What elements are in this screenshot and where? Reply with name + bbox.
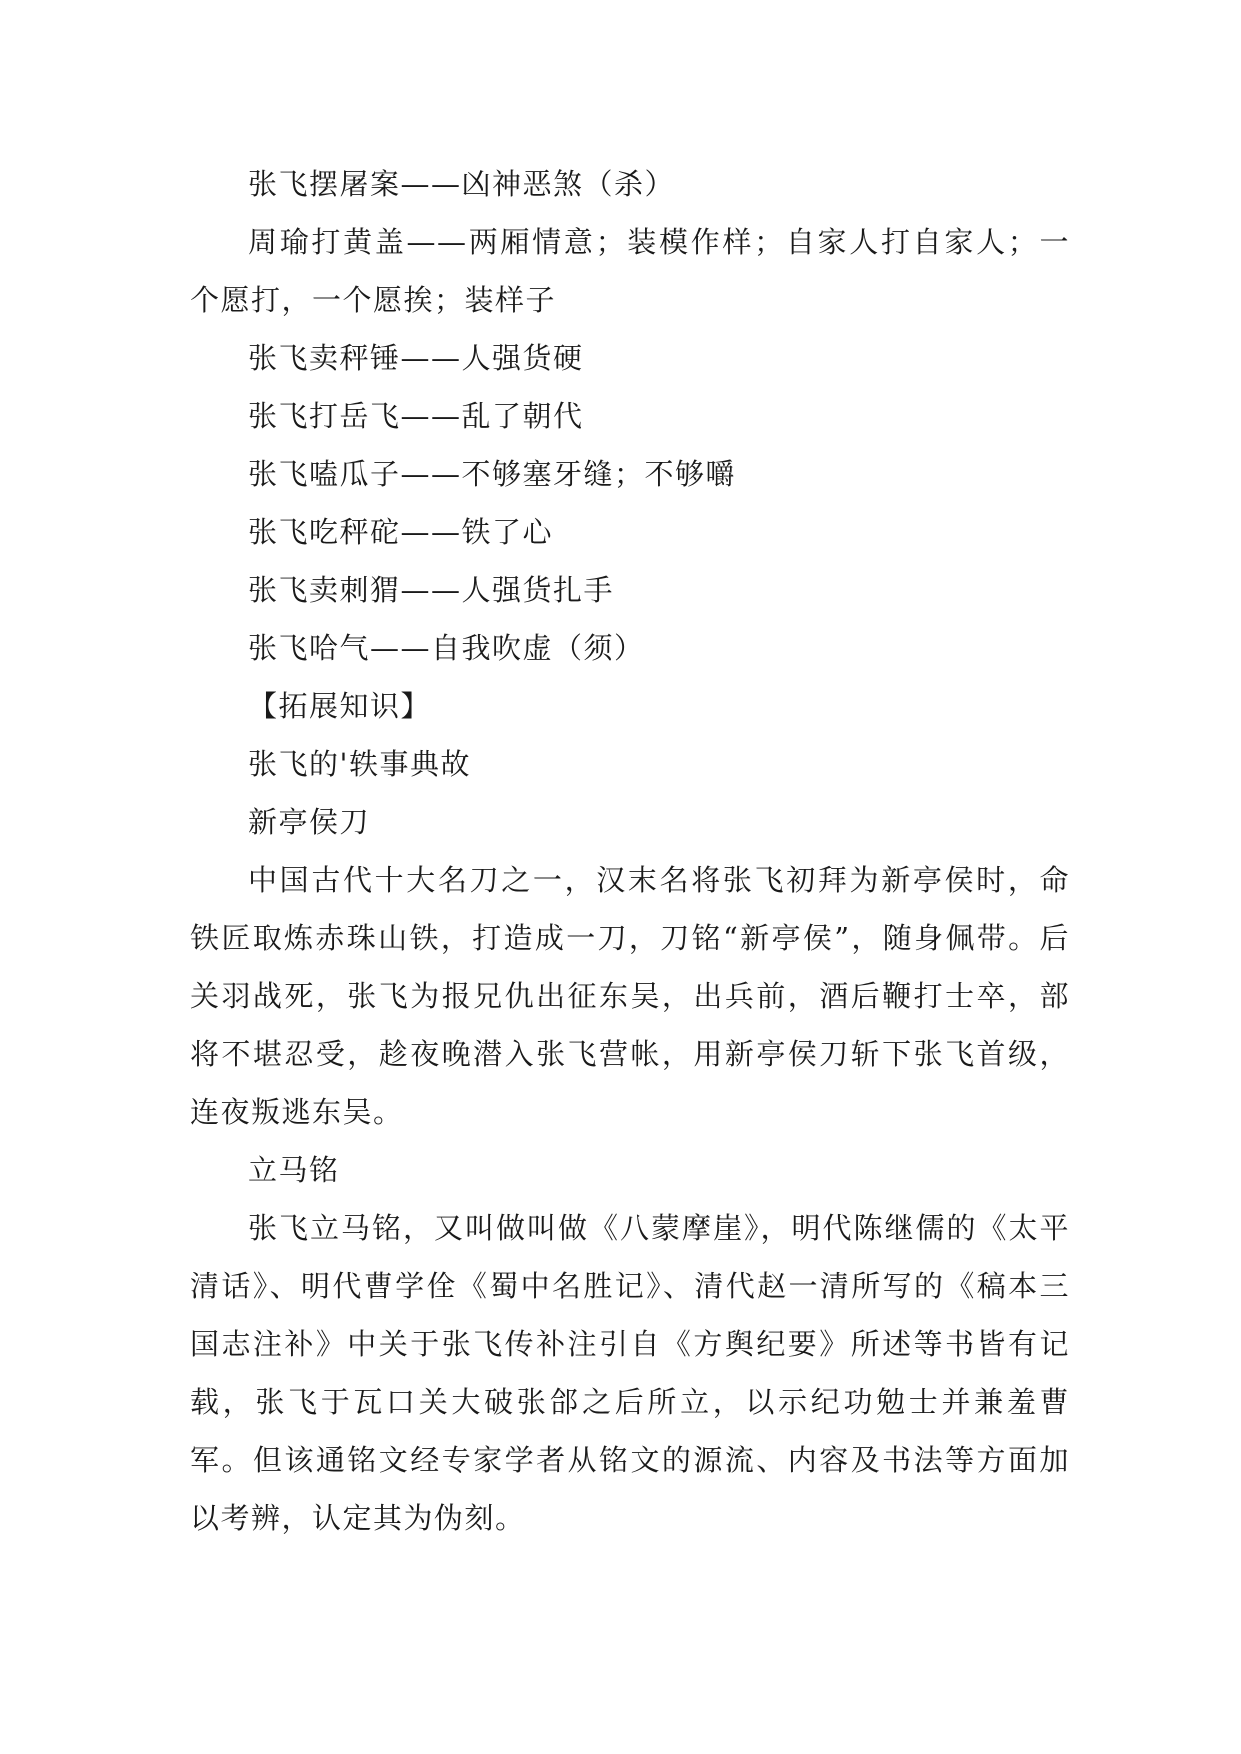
subheading-xintinghou-blade: 新亭侯刀 [248,805,371,839]
subheading-lima-inscription: 立马铭 [248,1153,340,1187]
paragraph-xintinghou-blade: 中国古代十大名刀之一，汉末名将张飞初拜为新亭侯时，命铁匠取炼赤珠山铁，打造成一刀，刀铭“新亭侯”，随身佩带。后关羽战死，张飞为报兄仇出征东吴，出兵前，酒后鞭打士卒，部将不堪忍受，趁夜晚潜入张飞营帐，用新亭侯刀斩下张飞首级，连夜叛逃东吴。 [190,863,1070,1129]
paragraph-zhangfei-eats-weight: 张飞吃秤砣——铁了心 [248,515,554,549]
paragraph-zhangfei-seeds: 张飞嗑瓜子——不够塞牙缝；不够嚼 [248,457,737,491]
paragraph-zhangfei-breath: 张飞哈气——自我吹虚（须） [248,631,645,665]
paragraph-zhangfei-weight: 张飞卖秤锤——人强货硬 [248,341,584,375]
document-body [190,155,1070,1547]
paragraph-zhangfei-hedgehog: 张飞卖刺猬——人强货扎手 [248,573,615,607]
paragraph-zhangfei-yuefei: 张飞打岳飞——乱了朝代 [248,399,584,433]
paragraph-zhangfei-butcher: 张飞摆屠案——凶神恶煞（杀） [248,167,676,201]
paragraph-lima-inscription: 张飞立马铭，又叫做叫做《八蒙摩崖》，明代陈继儒的《太平清话》、明代曹学佺《蜀中名胜记》、清代赵一清所写的《稿本三国志注补》中关于张飞传补注引自《方舆纪要》所述等书皆有记载，张飞于瓦口关大破张郃之后所立，以示纪功勉士并兼羞曹军。但该通铭文经专家学者从铭文的源流、内容及书法等方面加以考辨，认定其为伪刻。 [190,1211,1070,1535]
section-heading-extended-knowledge: 【拓展知识】 [248,689,432,723]
paragraph-zhouyu-huanggai: 周瑜打黄盖——两厢情意；装模作样；自家人打自家人；一个愿打，一个愿挨；装样子 [190,225,1070,317]
subheading-anecdotes: 张飞的'轶事典故 [248,747,471,781]
